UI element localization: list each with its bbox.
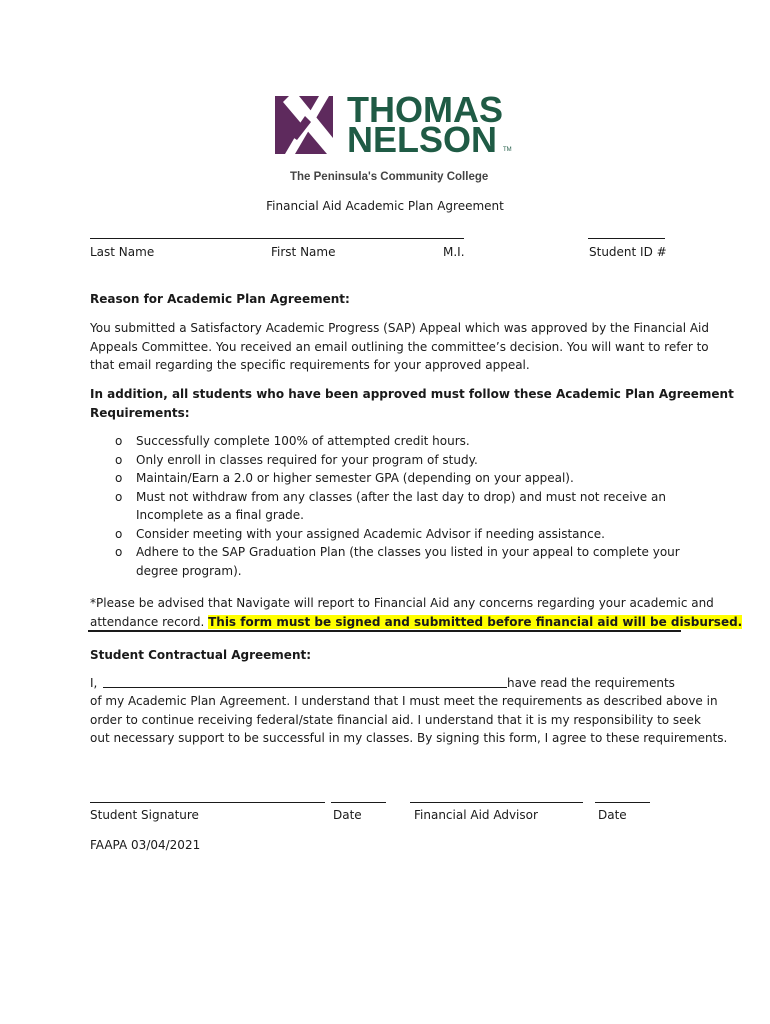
section-divider [88,630,681,632]
list-item-text: Adhere to the SAP Graduation Plan (the classes you listed in your appeal to complete your [136,545,680,559]
mi-label: M.I. [443,245,465,259]
reason-line: You submitted a Satisfactory Academic Progress (SAP) Appeal which was approved by the Financial Aid [90,321,710,335]
list-item [115,469,685,488]
reason-line: that email regarding the specific requirements for your approved appeal. [90,358,530,372]
contract-line: order to continue receiving federal/state financial aid. I understand that it is my responsibility to seek [90,712,701,727]
contract-paragraph [90,692,728,748]
logo-mark-icon [275,96,333,154]
list-item [115,488,685,525]
trademark-symbol: TM [503,147,512,153]
reason-paragraph [90,319,710,375]
list-item-text: Must not withdraw from any classes (after the last day to drop) and must not receive an [136,489,666,504]
highlighted-warning: This form must be signed and submitted before financial aid will be disbursed. [208,614,743,629]
student-id-label: Student ID # [589,245,667,259]
requirements-heading [90,385,734,422]
list-item-text: Only enroll in classes required for your program of study. [136,452,478,467]
logo-tagline: The Peninsula's Community College [290,171,489,183]
reason-heading: Reason for Academic Plan Agreement: [90,292,350,306]
first-name-label: First Name [271,245,336,259]
advisor-signature-line[interactable] [410,802,583,803]
notice-line [90,613,743,632]
bullet-circle-icon: o [115,545,123,559]
student-id-fill-line[interactable] [588,238,665,239]
list-item [115,525,685,544]
notice-line: *Please be advised that Navigate will report to Financial Aid any concerns regarding your academic and [90,596,714,610]
list-item [115,543,685,580]
reason-line: Appeals Committee. You received an email outlining the committee’s decision. You will want to refer to [90,339,709,354]
contract-line: out necessary support to be successful in my classes. By signing this form, I agree to these requirements. [90,731,728,745]
form-code: FAAPA 03/04/2021 [90,838,201,852]
advisor-label: Financial Aid Advisor [414,808,538,822]
bullet-circle-icon: o [115,489,123,504]
student-signature-label: Student Signature [90,808,199,822]
contract-line: of my Academic Plan Agreement. I understand that I must meet the requirements as described above in [90,694,718,708]
requirements-heading-line: In addition, all students who have been approved must follow these Academic Plan Agreement [90,387,734,401]
name-fill-line[interactable] [90,238,464,239]
list-item-text: degree program). [136,563,242,578]
bullet-circle-icon: o [115,526,123,541]
logo-text-nelson: NELSON [347,119,498,160]
bullet-circle-icon: o [115,471,123,485]
student-date-line[interactable] [331,802,386,803]
contract-heading: Student Contractual Agreement: [90,648,312,662]
advisor-date-line[interactable] [595,802,650,803]
last-name-label: Last Name [90,245,155,259]
requirements-list [115,432,685,580]
bullet-circle-icon: o [115,452,123,467]
list-item [115,451,685,470]
student-name-fill-line[interactable] [103,687,507,688]
document-title: Financial Aid Academic Plan Agreement [266,199,504,213]
student-signature-line[interactable] [90,802,325,803]
list-item-text: Successfully complete 100% of attempted credit hours. [136,434,470,448]
bullet-circle-icon: o [115,434,123,448]
list-item-text: Incomplete as a final grade. [136,508,304,522]
notice-text: attendance record. [90,614,209,629]
contract-suffix: have read the requirements [507,676,675,690]
contract-prefix: I, [90,676,98,690]
student-date-label: Date [333,808,362,822]
requirements-heading-line: Requirements: [90,405,190,420]
logo-text-thomas: THOMAS [347,89,503,130]
list-item-text: Consider meeting with your assigned Academic Advisor if needing assistance. [136,526,605,541]
college-logo [275,89,515,184]
list-item-text: Maintain/Earn a 2.0 or higher semester GPA (depending on your appeal). [136,471,574,485]
advisor-date-label: Date [598,808,627,822]
list-item [115,432,685,451]
notice-paragraph [90,594,743,631]
